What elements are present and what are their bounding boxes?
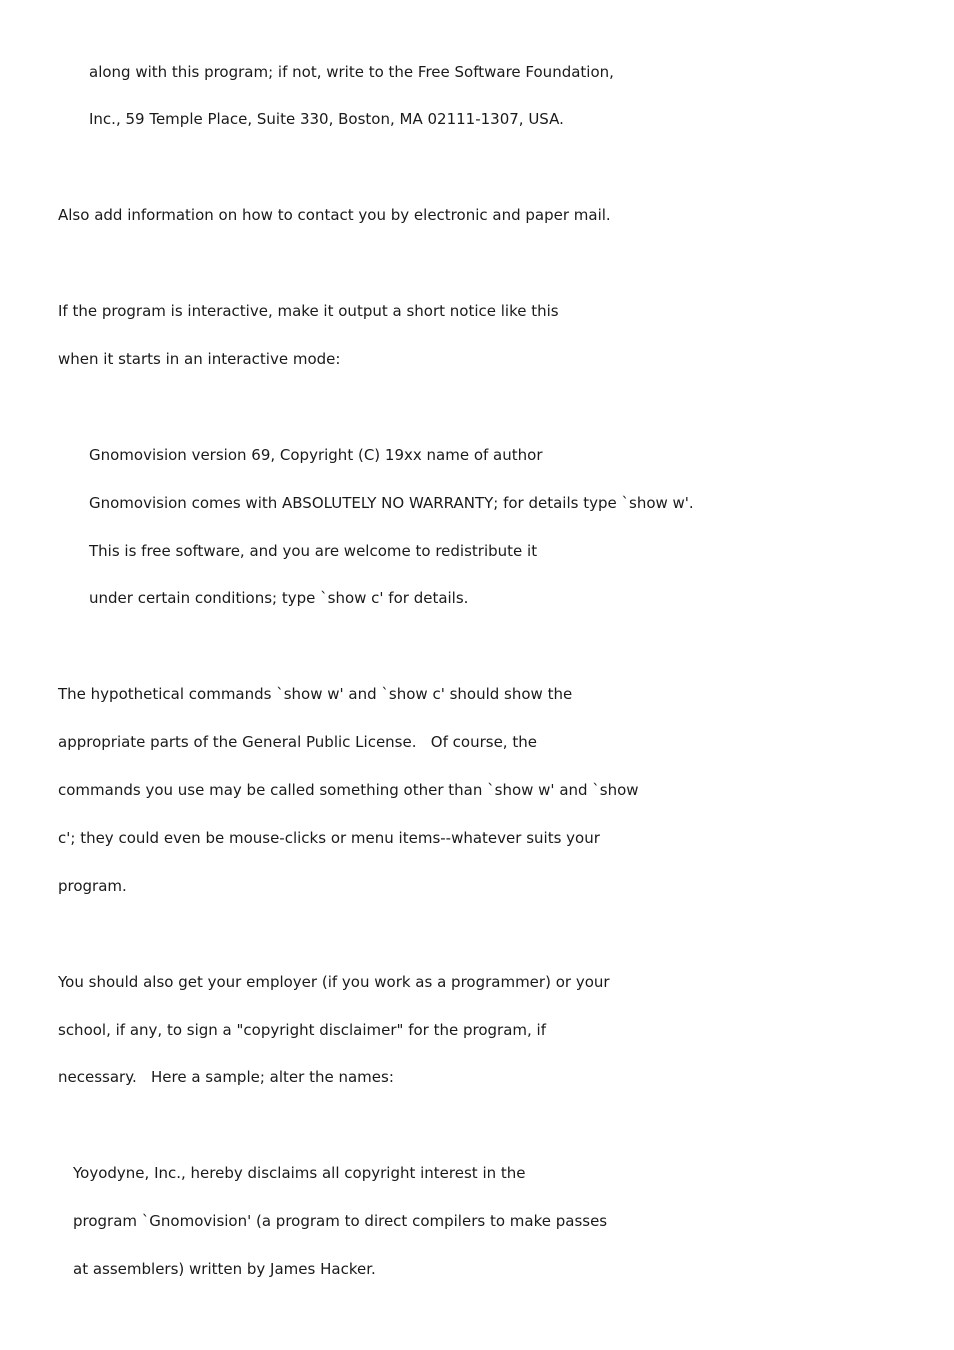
text-line: This is free software, and you are welcome to redistribute it [89,542,538,560]
text-line: program `Gnomovision' (a program to direct compilers to make passes [73,1212,608,1230]
text-line: commands you use may be called something other than `show w' and `show [58,781,639,799]
text-line: Yoyodyne, Inc., hereby disclaims all copyright interest in the [73,1164,526,1182]
text-line: when it starts in an interactive mode: [58,350,341,368]
text-line: Gnomovision version 69, Copyright (C) 19xx name of author [89,446,543,464]
text-line: along with this program; if not, write to the Free Software Foundation, [89,63,614,81]
text-line: You should also get your employer (if you work as a programmer) or your [58,973,610,991]
text-line: program. [58,877,127,895]
text-line: appropriate parts of the General Public License. Of course, the [58,733,537,751]
text-line: The hypothetical commands `show w' and `show c' should show the [58,685,573,703]
text-line: c'; they could even be mouse-clicks or menu items--whatever suits your [58,829,600,847]
text-line: If the program is interactive, make it output a short notice like this [58,302,559,320]
text-line: necessary. Here a sample; alter the names: [58,1068,394,1086]
text-line: school, if any, to sign a "copyright disclaimer" for the program, if [58,1021,546,1039]
text-line: at assemblers) written by James Hacker. [73,1260,376,1278]
text-line: Inc., 59 Temple Place, Suite 330, Boston, MA 02111-1307, USA. [89,110,564,128]
text-line: under certain conditions; type `show c' for details. [89,589,469,607]
text-line: Gnomovision comes with ABSOLUTELY NO WARRANTY; for details type `show w'. [89,494,694,512]
text-line: Also add information on how to contact you by electronic and paper mail. [58,206,611,224]
